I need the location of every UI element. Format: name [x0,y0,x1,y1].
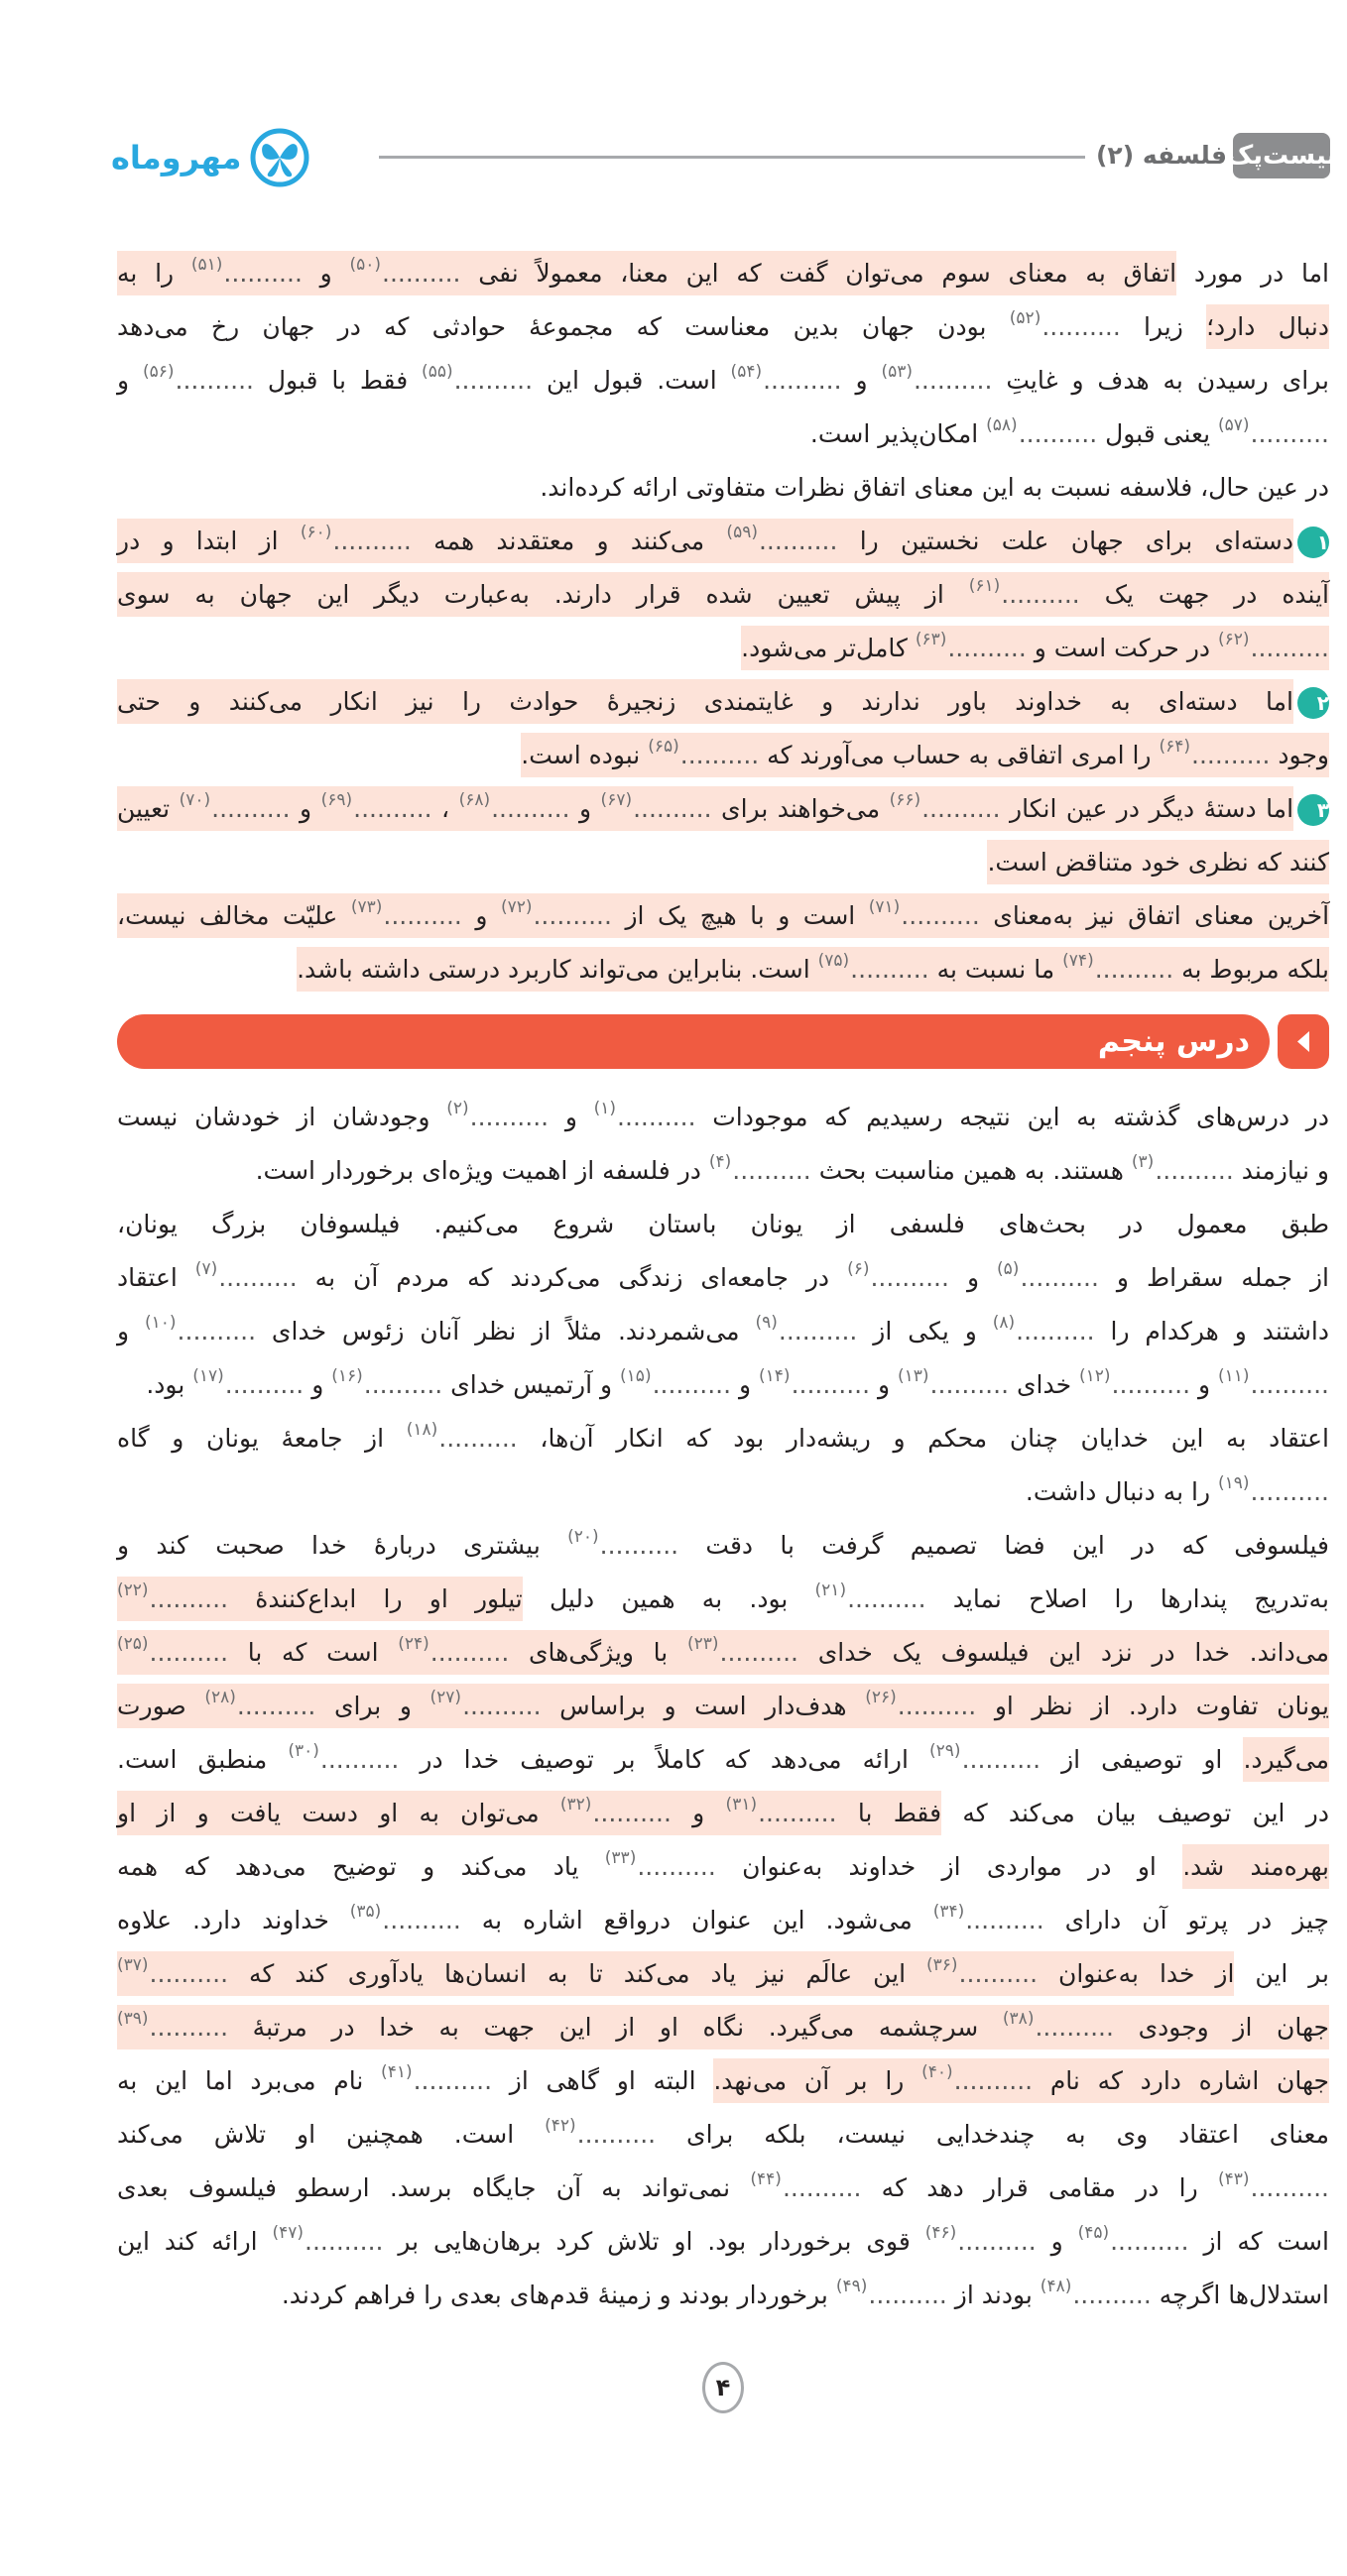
highlighted-text: آینده در جهت یک ..........$^{(۶۱)}$ از پیش تعیین شده قرار دارند. به‌عبارت دیگر این جهان به سوی [117,572,1329,617]
blank-number: (۴۹) [835,2277,868,2296]
text-line [117,354,1329,408]
text-line [117,1787,1329,1840]
text-line [117,461,1329,515]
fill-blank: ..........$^{(۲۷)}$ [429,1688,542,1720]
blank-number: (۲۶) [865,1688,897,1707]
blank-number: (۳۲) [559,1795,592,1815]
highlighted-text: می‌گیرد. [1243,1737,1329,1782]
text-segment: داشتند و هرکدام را ..........$^{(۸)}$ و یکی از ..........$^{(۹)}$ می‌شمردند. مثلاً از نظر آنان زئوس خدای ..........$^{(۱۰)}$ و [117,1313,1329,1346]
fill-blank: ..........$^{(۲۶)}$ [865,1688,977,1720]
blank-number: (۲۲) [117,1581,149,1600]
text-segment: چیز در پرتو آن دارای ..........$^{(۳۴)}$ می‌شود. این عنوان درواقع اشاره به ..........$^{(۳۵)}$ خداوند دارد. علاوه [117,1902,1330,1934]
fill-blank: ..........$^{(۳۱)}$ [725,1795,837,1827]
blank-number: (۱۸) [406,1420,438,1440]
text-line [117,515,1329,568]
text-line [117,1733,1329,1787]
text-line [117,782,1329,836]
blank-number: (۵) [997,1259,1020,1279]
highlighted-text: بلکه مربوط به ..........$^{(۷۴)}$ ما نسبت به ..........$^{(۷۵)}$ است. بنابراین می‌تواند کاربرد درستی داشته باشد. [297,947,1329,992]
fill-blank: ..........$^{(۶۷)}$ [600,790,712,823]
blank-number: (۶) [847,1259,870,1279]
text-segment: ..........$^{(۱۹)}$ را به دنبال داشت. [1025,1473,1329,1506]
text-segment: ..........$^{(۵۷)}$ یعنی قبول ..........$^{(۵۸)}$ امکان‌پذیر است. [809,415,1329,448]
fill-blank: ..........$^{(۶۴)}$ [1159,737,1271,769]
butterfly-icon [249,127,310,188]
text-line [117,1894,1329,1947]
blank-number: (۳۰) [288,1741,319,1761]
text-segment: از جمله سقراط و ..........$^{(۵)}$ و ..........$^{(۶)}$ در جامعه‌ای زندگی می‌کردند که مردم آن به ..........$^{(۷)}$ اعتقاد [117,1259,1330,1292]
text-segment: برای رسیدن به هدف و غایتِ ..........$^{(۵۳)}$ و ..........$^{(۵۴)}$ است. قبول این ..........$^{(۵۵)}$ فقط با قبول ..........$^{(۵۶)}$ و [117,362,1329,395]
blank-number: (۷۵) [817,951,850,971]
fill-blank: ..........$^{(۴)}$ [708,1152,811,1185]
blank-number: (۱۷) [192,1366,224,1386]
fill-blank: ..........$^{(۷۵)}$ [817,951,929,984]
blank-number: (۴) [708,1152,732,1172]
text-line [117,1680,1329,1733]
blank-number: (۵۸) [986,415,1018,435]
text-segment: در عین حال، فلاسفه نسبت به این معنای اتفاق نظرات متفاوتی ارائه کرده‌اند. [540,473,1329,502]
blank-number: (۲۳) [686,1634,719,1654]
highlighted-text: یونان تفاوت دارد. از نظر او ..........$^{(۲۶)}$ هدف‌دار است و براساس ..........$^{(۲۷)}$ و برای ..........$^{(۲۸)}$ صورت [117,1684,1329,1728]
blank-number: (۶۴) [1159,737,1190,757]
fill-blank: ..........$^{(۵۴)}$ [730,362,842,395]
fill-blank: ..........$^{(۵۱)}$ [190,255,303,288]
fill-blank: ..........$^{(۹)}$ [755,1313,858,1346]
highlighted-text: ..........$^{(۶۲)}$ در حرکت است و ..........$^{(۶۳)}$ کامل‌تر می‌شود. [741,626,1329,670]
book-title: فلسفه (۲) [1095,141,1227,170]
blank-number: (۴۴) [750,2169,782,2189]
item-number-badge: ۱ [1297,527,1329,558]
blank-number: (۷) [194,1259,218,1279]
fill-blank: ..........$^{(۶۲)}$ [1217,630,1329,662]
fill-blank: ..........$^{(۲۳)}$ [686,1634,798,1667]
fill-blank: ..........$^{(۱۳)}$ [898,1366,1010,1399]
text-segment: اما در مورد [1176,259,1330,288]
blank-number: (۳۹) [117,2009,149,2029]
blank-number: (۷۰) [179,790,211,810]
fill-blank: ..........$^{(۲)}$ [446,1099,550,1131]
blank-number: (۳۱) [725,1795,758,1815]
blank-number: (۱۰) [145,1313,177,1333]
text-line [117,2162,1329,2215]
blank-number: (۶۳) [915,630,947,649]
text-segment: ..........$^{(۴۳)}$ را در مقامی قرار دهد که ..........$^{(۴۴)}$ نمی‌تواند به آن جایگاه برسد. ارسطو فیلسوف بعدی [117,2169,1329,2202]
fill-blank: ..........$^{(۱۴)}$ [759,1366,871,1399]
blank-number: (۵۱) [190,255,223,275]
section-marker [1278,1014,1329,1069]
text-line [117,1412,1329,1465]
fill-blank: ..........$^{(۴۹)}$ [835,2277,947,2309]
publisher-logo [111,127,334,188]
fill-blank: ..........$^{(۷۳)}$ [350,897,462,930]
blank-number: (۱۵) [620,1366,652,1386]
blank-number: (۲۷) [429,1688,462,1707]
fill-blank: ..........$^{(۶۱)}$ [968,576,1080,609]
blank-number: (۴۷) [272,2223,305,2243]
fill-blank: ..........$^{(۶۳)}$ [915,630,1027,662]
header-divider [379,156,1085,159]
fill-blank: ..........$^{(۳۴)}$ [932,1902,1044,1934]
text-line [117,729,1329,782]
text-line [117,836,1329,889]
blank-number: (۴۳) [1217,2169,1250,2189]
blank-number: (۱۳) [898,1366,929,1386]
fill-blank: ..........$^{(۵۹)}$ [726,523,838,555]
text-line [117,408,1329,461]
fill-blank: ..........$^{(۲۹)}$ [929,1741,1041,1774]
blank-number: (۱) [593,1099,617,1118]
fill-blank: ..........$^{(۷۰)}$ [179,790,291,823]
text-line [117,568,1329,622]
text-line [117,675,1329,729]
text-line [117,1305,1329,1358]
text-line [117,247,1329,300]
text-line [117,1144,1329,1198]
text-line [117,622,1329,675]
text-segment: فیلسوفی که در این فضا تصمیم گرفت با دقت ..........$^{(۲۰)}$ بیشتری دربارهٔ خدا صحبت کند و [117,1527,1329,1560]
text-segment: به‌تدریج پندارها را اصلاح نماید ..........$^{(۲۱)}$ بود. به همین دلیل [522,1581,1329,1613]
fill-blank: ..........$^{(۳۷)}$ [117,1955,229,1988]
text-segment: است که از ..........$^{(۴۵)}$ و ..........$^{(۴۶)}$ قوی برخوردار بود. او تلاش کرد برهان‌هایی بر ..........$^{(۴۷)}$ ارائه کند این [117,2223,1329,2256]
text-line [117,889,1329,943]
page-content [117,247,1329,2413]
blank-number: (۲) [446,1099,469,1118]
highlighted-text: اتفاق به معنای سوم می‌توان گفت که این معنا، معمولاً نفی ..........$^{(۵۰)}$ و ..........$^{(۵۱)}$ را به [117,251,1176,295]
text-segment: و نیازمند ..........$^{(۳)}$ هستند. به همین مناسبت بحث ..........$^{(۴)}$ در فلسفه از اهمیت ویژه‌ای برخوردار است. [255,1152,1329,1185]
text-segment: البته او گاهی از ..........$^{(۴۱)}$ نام می‌برد اما این به [117,2062,714,2095]
blank-number: (۵۲) [1009,308,1041,328]
fill-blank: ..........$^{(۷۴)}$ [1062,951,1174,984]
fill-blank: ..........$^{(۱۷)}$ [192,1366,305,1399]
text-segment: معنای اعتقاد وی به چندخدایی نیست، بلکه برای ..........$^{(۴۲)}$ است. همچنین او تلاش می‌کند [117,2116,1329,2149]
page-number: ۴ [702,2362,744,2413]
blank-number: (۶۱) [968,576,1001,596]
text-line [117,2269,1329,2322]
text-segment: زیرا ..........$^{(۵۲)}$ بودن جهان بدین معناست که مجموعهٔ حوادثی که در جهان رخ می‌دهد [117,308,1207,341]
blank-number: (۲۸) [204,1688,236,1707]
text-segment: در این توصیف بیان می‌کند که [941,1799,1329,1827]
blank-number: (۱۴) [759,1366,791,1386]
blank-number: (۳۸) [1002,2009,1035,2029]
fill-blank: ..........$^{(۶)}$ [847,1259,949,1292]
fill-blank: ..........$^{(۷۱)}$ [868,897,980,930]
fill-blank: ..........$^{(۴۲)}$ [545,2116,657,2149]
blank-number: (۲۴) [398,1634,429,1654]
text-segment: ..........$^{(۱۱)}$ و ..........$^{(۱۲)}$ خدای ..........$^{(۱۳)}$ و ..........$^{(۱۴)}$ و ..........$^{(۱۵)}$ و آرتمیس خدای ..........$^{(۱۶)}$ و ..........$^{(۱۷)}$ بود. [146,1366,1329,1399]
fill-blank: ..........$^{(۲۴)}$ [398,1634,510,1667]
blank-number: (۶۲) [1217,630,1250,649]
fill-blank: ..........$^{(۲۸)}$ [204,1688,316,1720]
highlighted-text: دسته‌ای برای جهان علت نخستین را ..........$^{(۵۹)}$ می‌کنند و معتقدند همه ..........$^{(۶۰)}$ از ابتدا و در [117,519,1293,563]
fill-blank: ..........$^{(۳۵)}$ [349,1902,461,1934]
blank-number: (۴۵) [1077,2223,1110,2243]
fill-blank: ..........$^{(۵۳)}$ [881,362,993,395]
blank-number: (۵۹) [726,523,758,542]
text-line [117,1573,1329,1626]
fill-blank: ..........$^{(۳۰)}$ [288,1741,400,1774]
fill-blank: ..........$^{(۶۶)}$ [889,790,1001,823]
fill-blank: ..........$^{(۳۹)}$ [117,2009,229,2042]
fill-blank: ..........$^{(۵۶)}$ [142,362,254,395]
blank-number: (۱۹) [1217,1473,1250,1493]
section-header-row [117,1014,1329,1069]
fill-blank: ..........$^{(۴۴)}$ [750,2169,862,2202]
blank-number: (۶۷) [600,790,633,810]
highlighted-text: آخرین معنای اتفاق نیز به‌معنای ..........$^{(۷۱)}$ است و با هیچ یک از ..........$^{(۷۲)}$ و ..........$^{(۷۳)}$ علیّت مخالف نیست، [117,893,1329,938]
fill-blank: ..........$^{(۲۱)}$ [814,1581,926,1613]
blank-number: (۳۳) [604,1848,637,1868]
fill-blank: ..........$^{(۵۲)}$ [1009,308,1121,341]
fill-blank: ..........$^{(۴۰)}$ [921,2062,1034,2095]
blank-number: (۳۴) [932,1902,965,1922]
blank-number: (۳۵) [349,1902,382,1922]
blank-number: (۴۸) [1040,2277,1072,2296]
blank-number: (۶۹) [320,790,353,810]
text-segment: بر این [1234,1959,1329,1988]
text-line [117,300,1329,354]
blank-number: (۷۳) [350,897,383,917]
fill-blank: ..........$^{(۳۳)}$ [604,1848,716,1881]
blank-number: (۳۷) [117,1955,149,1975]
blank-number: (۵۶) [142,362,175,382]
fill-blank: ..........$^{(۳)}$ [1131,1152,1234,1185]
text-segment: طبق معمول در بحث‌های فلسفی از یونان باستان شروع می‌کنیم. فیلسوفان بزرگ یونان، [117,1210,1329,1238]
text-line [117,1198,1329,1251]
text-line [117,1465,1329,1519]
fill-blank: ..........$^{(۷)}$ [194,1259,298,1292]
blank-number: (۴۶) [924,2223,957,2243]
fill-blank: ..........$^{(۵)}$ [997,1259,1099,1292]
fill-blank: ..........$^{(۴۵)}$ [1077,2223,1189,2256]
text-line [117,1947,1329,2001]
text-line [117,2108,1329,2162]
blank-number: (۳۶) [926,1955,958,1975]
fill-blank: ..........$^{(۱)}$ [593,1099,696,1131]
text-segment: استدلال‌ها اگرچه ..........$^{(۴۸)}$ بودند از ..........$^{(۴۹)}$ برخوردار بودند و زمینهٔ قدم‌های بعدی را فراهم کردند. [281,2277,1329,2309]
fill-blank: ..........$^{(۱۰)}$ [145,1313,257,1346]
fill-blank: ..........$^{(۸)}$ [992,1313,1095,1346]
text-segment: او توصیفی از ..........$^{(۲۹)}$ ارائه می‌دهد که کاملاً بر توصیف خدا در ..........$^{(۳۰)}$ منطبق است. [117,1741,1244,1774]
text-line [117,1358,1329,1412]
blank-number: (۵۴) [730,362,763,382]
highlighted-text: فقط با ..........$^{(۳۱)}$ و ..........$^{(۳۲)}$ می‌توان به او دست یافت و از او [117,1791,941,1835]
text-segment: او در مواردی از خداوند به‌عنوان ..........$^{(۳۳)}$ یاد می‌کند و توضیح می‌دهد که همه [117,1848,1183,1881]
blank-number: (۶۰) [300,523,332,542]
item-number-badge: ۲ [1297,687,1329,719]
section-title: درس پنجم [1097,1024,1250,1059]
fill-blank: ..........$^{(۶۸)}$ [458,790,570,823]
fill-blank: ..........$^{(۳۶)}$ [926,1955,1039,1988]
fill-blank: ..........$^{(۵۰)}$ [349,255,461,288]
text-segment: در درس‌های گذشته به این نتیجه رسیدیم که موجودات ..........$^{(۱)}$ و ..........$^{(۲)}$ وجودشان از خودشان نیست [117,1099,1330,1131]
blank-number: (۶۶) [889,790,921,810]
fill-blank: ..........$^{(۱۲)}$ [1079,1366,1191,1399]
blank-number: (۳) [1131,1152,1155,1172]
fill-blank: ..........$^{(۴۷)}$ [272,2223,384,2256]
text-line [117,2215,1329,2269]
text-part-1 [117,247,1329,996]
blank-number: (۴۱) [381,2062,413,2082]
highlighted-text: تیلور او را ابداع‌کنندهٔ ..........$^{(۲۲)}$ [117,1577,523,1621]
blank-number: (۷۲) [500,897,533,917]
fill-blank: ..........$^{(۵۸)}$ [986,415,1098,448]
highlighted-text: دنبال دارد؛ [1206,304,1329,349]
fill-blank: ..........$^{(۵۵)}$ [422,362,534,395]
blank-number: (۴۰) [921,2062,953,2082]
blank-number: (۵۷) [1217,415,1250,435]
fill-blank: ..........$^{(۷۲)}$ [500,897,612,930]
blank-number: (۹) [755,1313,778,1333]
series-label: بیست‌پک [1233,133,1330,178]
blank-number: (۲۵) [117,1634,149,1654]
text-line [117,1626,1329,1680]
highlighted-text: جهان از وجودی ..........$^{(۳۸)}$ سرچشمه می‌گیرد. نگاه او از این جهت به خدا در مرتبهٔ ..........$^{(۳۹)}$ [117,2005,1329,2049]
fill-blank: ..........$^{(۴۶)}$ [924,2223,1037,2256]
fill-blank: ..........$^{(۱۸)}$ [406,1420,518,1453]
blank-number: (۲۹) [929,1741,961,1761]
blank-number: (۶۵) [648,737,679,757]
fill-blank: ..........$^{(۴۱)}$ [381,2062,493,2095]
item-number-badge: ۳ [1297,794,1329,826]
blank-number: (۴۲) [545,2116,576,2136]
text-line [117,943,1329,996]
blank-number: (۵۵) [422,362,453,382]
highlighted-text: اما دستهٔ دیگر در عین انکار ..........$^{(۶۶)}$ می‌خواهند برای ..........$^{(۶۷)}$ و ..........$^{(۶۸)}$ ، ..........$^{(۶۹)}$ و ..........$^{(۷۰)}$ تعیین [117,786,1293,831]
highlighted-text: اما دسته‌ای به خداوند باور ندارند و غایتمندی زنجیرهٔ حوادث را نیز انکار می‌کنند و حتی [117,679,1293,724]
text-line [117,1251,1329,1305]
blank-number: (۵۰) [349,255,382,275]
fill-blank: ..........$^{(۶۰)}$ [300,523,412,555]
highlighted-text: از خدا به‌عنوان ..........$^{(۳۶)}$ این عالَم نیز یاد می‌کند تا به انسان‌ها یادآوری کند که ..........$^{(۳۷)}$ [117,1951,1234,1996]
blank-number: (۸) [992,1313,1016,1333]
triangle-left-icon [1278,1014,1329,1069]
text-part-2 [117,1091,1329,2322]
text-line [117,1840,1329,1894]
blank-number: (۷۴) [1062,951,1094,971]
fill-blank: ..........$^{(۱۶)}$ [331,1366,443,1399]
section-header [117,1014,1270,1069]
fill-blank: ..........$^{(۴۳)}$ [1217,2169,1329,2202]
publisher-name: مهروماه [111,139,242,176]
highlighted-text: وجود ..........$^{(۶۴)}$ را امری اتفاقی به حساب می‌آورند که ..........$^{(۶۵)}$ نبوده است. [521,733,1329,777]
fill-blank: ..........$^{(۴۸)}$ [1040,2277,1152,2309]
fill-blank: ..........$^{(۱۱)}$ [1217,1366,1329,1399]
fill-blank: ..........$^{(۶۵)}$ [648,737,760,769]
text-line [117,2001,1329,2054]
text-line [117,1091,1329,1144]
fill-blank: ..........$^{(۲۲)}$ [117,1581,229,1613]
highlighted-text: می‌داند. خدا در نزد این فیلسوف یک خدای ..........$^{(۲۳)}$ با ویژگی‌های ..........$^{(۲۴)}$ است که با ..........$^{(۲۵)}$ [117,1630,1329,1675]
highlighted-text: جهان اشاره دارد که نام ..........$^{(۴۰)}$ را بر آن می‌نهد. [713,2058,1329,2103]
blank-number: (۶۸) [458,790,491,810]
blank-number: (۱۱) [1217,1366,1250,1386]
text-line [117,2054,1329,2108]
text-segment: اعتقاد به این خدایان چنان محکم و ریشه‌دار بود که انکار آن‌ها، ..........$^{(۱۸)}$ از جامعهٔ یونان و گاه [117,1420,1329,1453]
fill-blank: ..........$^{(۱۹)}$ [1217,1473,1329,1506]
fill-blank: ..........$^{(۶۹)}$ [320,790,432,823]
fill-blank: ..........$^{(۳۸)}$ [1002,2009,1114,2042]
highlighted-text: کنند که نظری خود متناقض است. [987,840,1329,884]
fill-blank: ..........$^{(۵۷)}$ [1217,415,1329,448]
fill-blank: ..........$^{(۱۵)}$ [620,1366,732,1399]
blank-number: (۱۶) [331,1366,363,1386]
page-number-wrap [117,2362,1329,2413]
blank-number: (۲۱) [814,1581,847,1600]
fill-blank: ..........$^{(۲۰)}$ [567,1527,679,1560]
fill-blank: ..........$^{(۲۵)}$ [117,1634,229,1667]
blank-number: (۲۰) [567,1527,599,1547]
text-line [117,1519,1329,1573]
blank-number: (۷۱) [868,897,901,917]
blank-number: (۱۲) [1079,1366,1111,1386]
fill-blank: ..........$^{(۳۲)}$ [559,1795,672,1827]
highlighted-text: بهره‌مند شد. [1182,1844,1329,1889]
blank-number: (۵۳) [881,362,913,382]
